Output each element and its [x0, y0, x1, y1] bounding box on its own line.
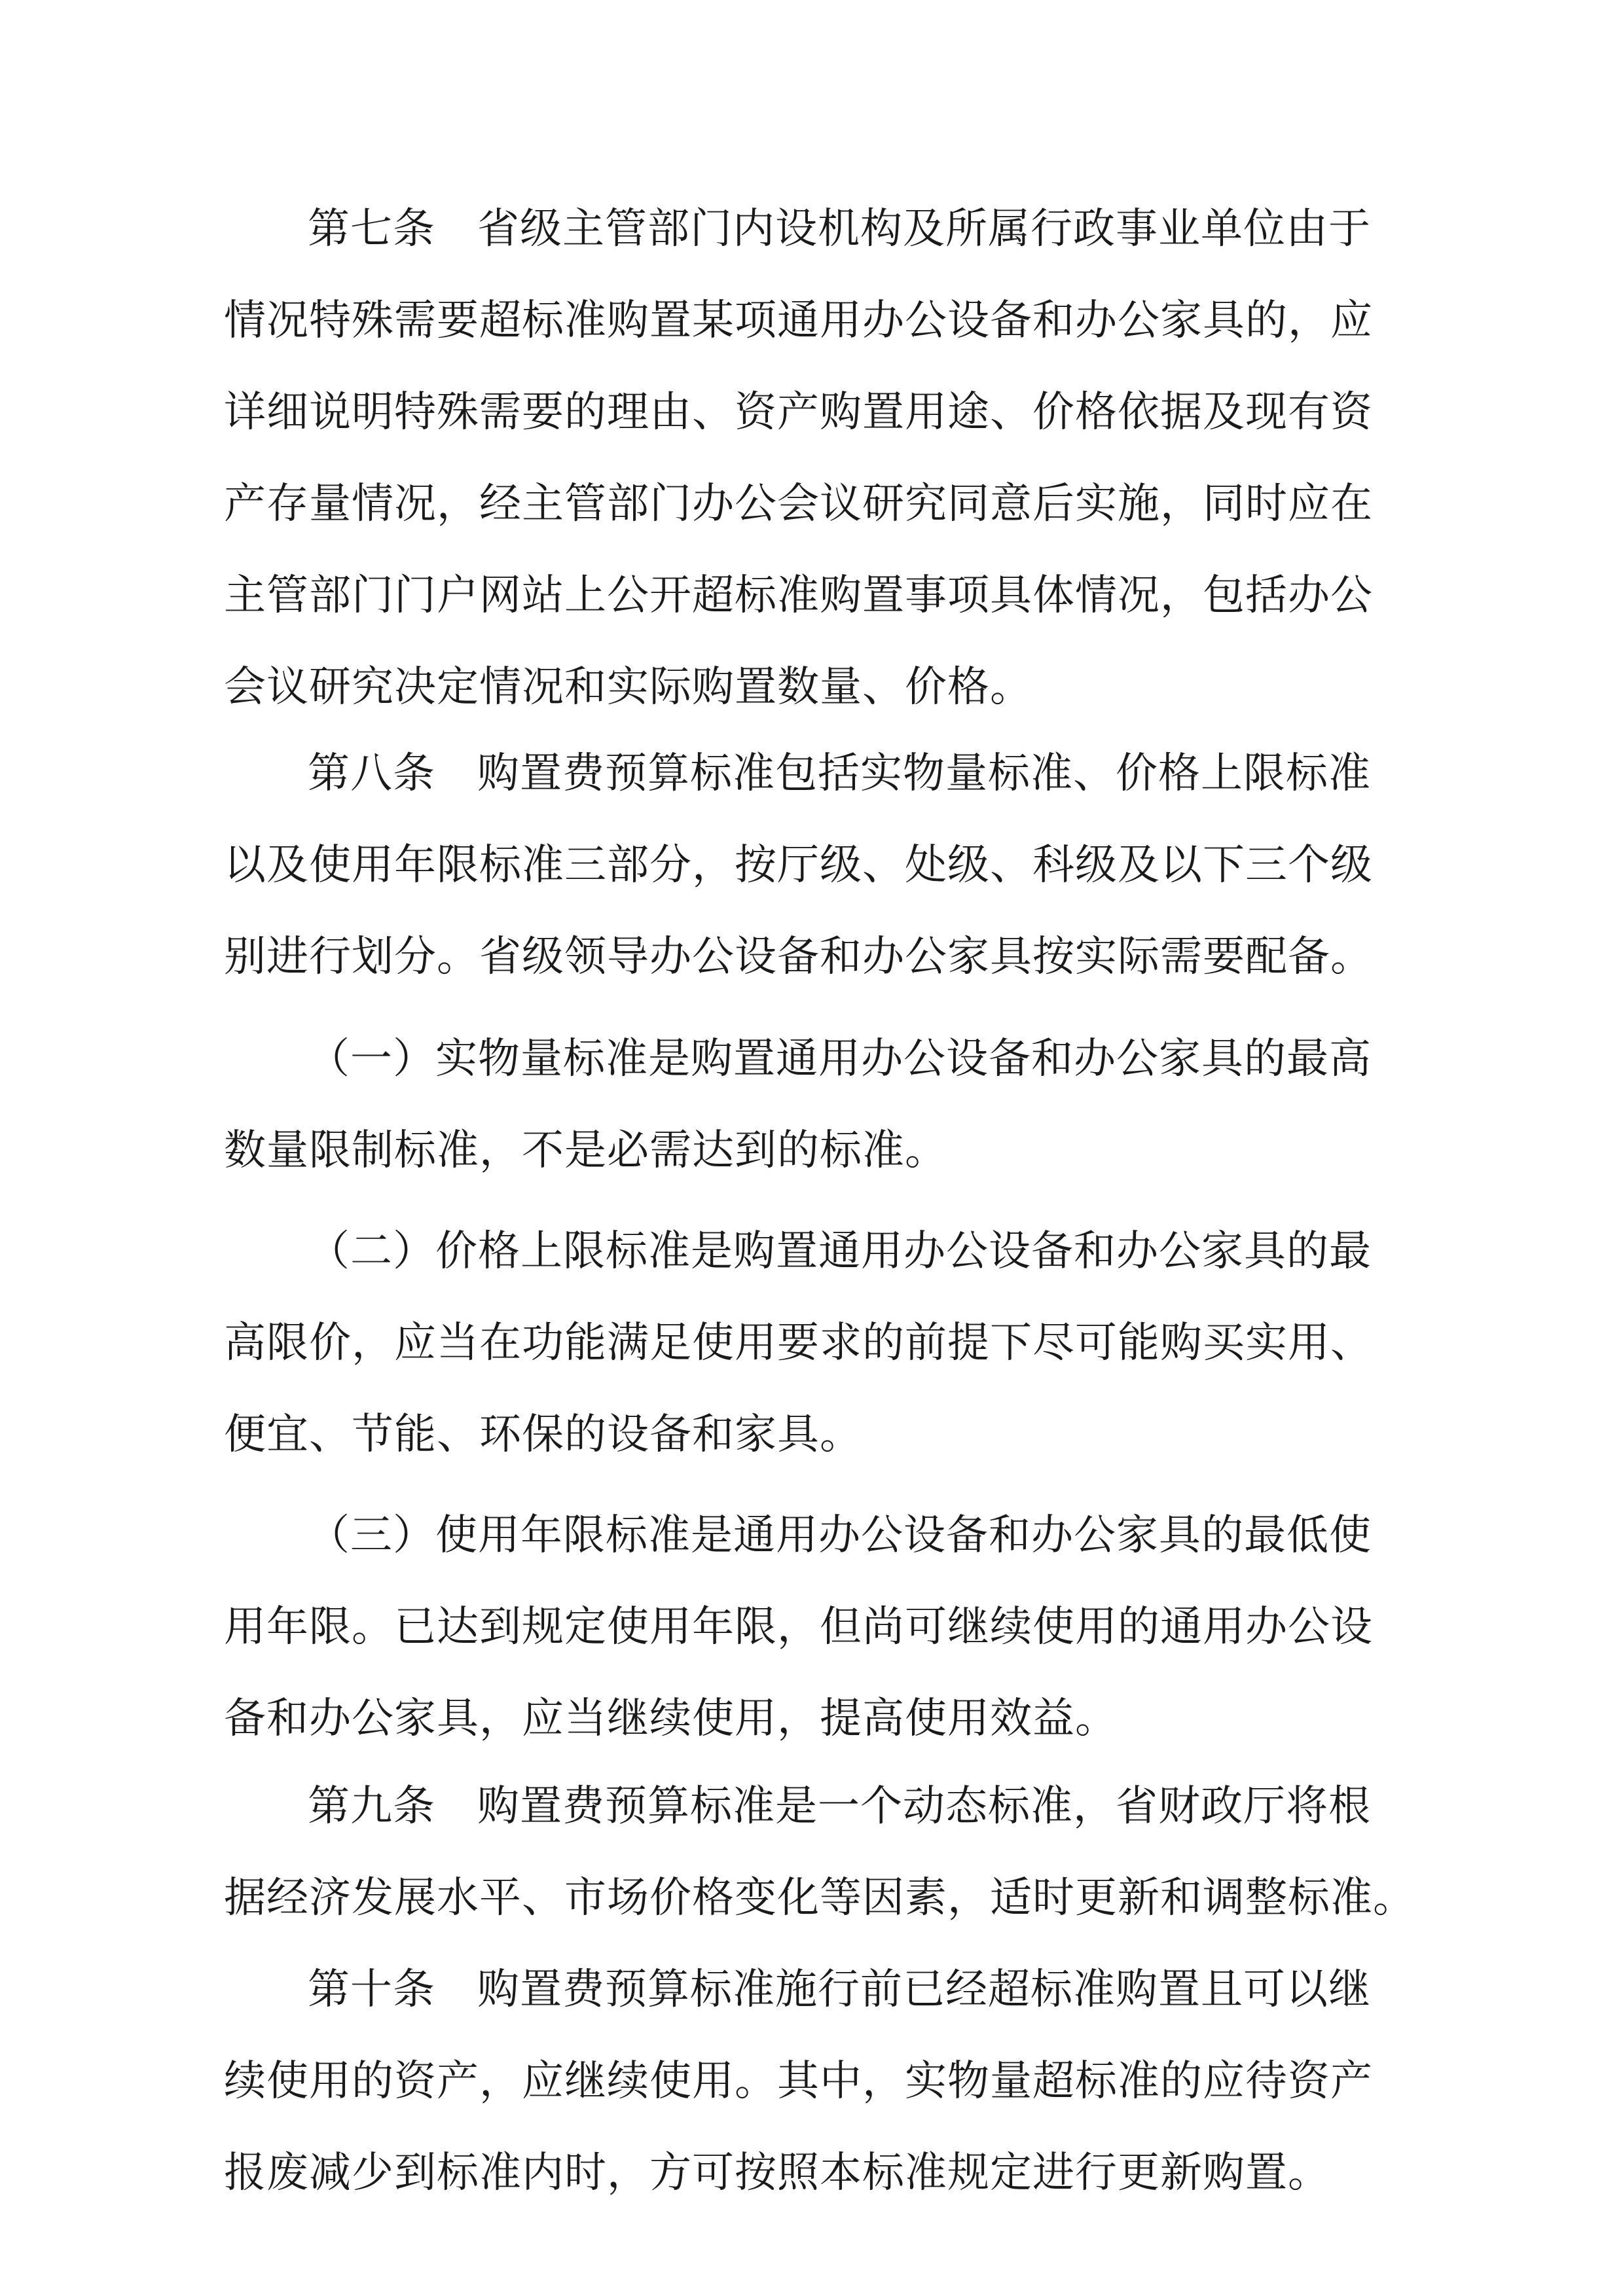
- article-7-line-5: 主管部门门户网站上公开超标准购置事项具体情况，包括办公: [224, 571, 1373, 620]
- item-2-line-2: 高限价，应当在功能满足使用要求的前提下尽可能购买实用、: [224, 1319, 1373, 1367]
- article-10-line-1: 第十条 购置费预算标准施行前已经超标准购置且可以继: [308, 1965, 1371, 2014]
- item-3-line-3: 备和办公家具，应当继续使用，提高使用效益。: [224, 1695, 1118, 1743]
- article-7-line-6: 会议研究决定情况和实际购置数量、价格。: [224, 663, 1032, 711]
- article-9-line-2: 据经济发展水平、市场价格变化等因素，适时更新和调整标准。: [224, 1874, 1415, 1922]
- article-10-line-3: 报废减少到标准内时，方可按照本标准规定进行更新购置。: [224, 2149, 1330, 2197]
- article-7-line-3: 详细说明特殊需要的理由、资产购置用途、价格依据及现有资: [224, 388, 1373, 437]
- item-2-line-3: 便宜、节能、环保的设备和家具。: [224, 1410, 862, 1459]
- item-1-line-2: 数量限制标准，不是必需达到的标准。: [224, 1126, 947, 1175]
- article-9-heading: 第九条: [308, 1782, 435, 1831]
- item-1-line-1: （一）实物量标准是购置通用办公设备和办公家具的最高: [308, 1035, 1372, 1083]
- article-10-line-2: 续使用的资产，应继续使用。其中，实物量超标准的应待资产: [224, 2057, 1373, 2106]
- article-7-line-4: 产存量情况，经主管部门办公会议研究同意后实施，同时应在: [224, 480, 1373, 528]
- item-2-line-1: （二）价格上限标准是购置通用办公设备和办公家具的最: [308, 1227, 1372, 1276]
- item-3-line-2: 用年限。已达到规定使用年限，但尚可继续使用的通用办公设: [224, 1603, 1373, 1651]
- article-10-heading: 第十条: [308, 1965, 435, 2014]
- article-8-line-1: 第八条 购置费预算标准包括实物量标准、价格上限标准: [308, 749, 1371, 798]
- article-8-heading: 第八条: [308, 749, 435, 798]
- article-9-line-1: 第九条 购置费预算标准是一个动态标准，省财政厅将根: [308, 1782, 1371, 1831]
- item-3-line-1: （三）使用年限标准是通用办公设备和办公家具的最低使: [308, 1511, 1372, 1560]
- article-8-line-2: 以及使用年限标准三部分，按厅级、处级、科级及以下三个级: [224, 841, 1373, 889]
- article-7-line-2: 情况特殊需要超标准购置某项通用办公设备和办公家具的，应: [224, 296, 1373, 345]
- article-8-line-3: 别进行划分。省级领导办公设备和办公家具按实际需要配备。: [224, 933, 1373, 981]
- article-7-heading: 第七条: [308, 205, 435, 253]
- article-7-line-1: 第七条 省级主管部门内设机构及所属行政事业单位由于: [308, 205, 1371, 253]
